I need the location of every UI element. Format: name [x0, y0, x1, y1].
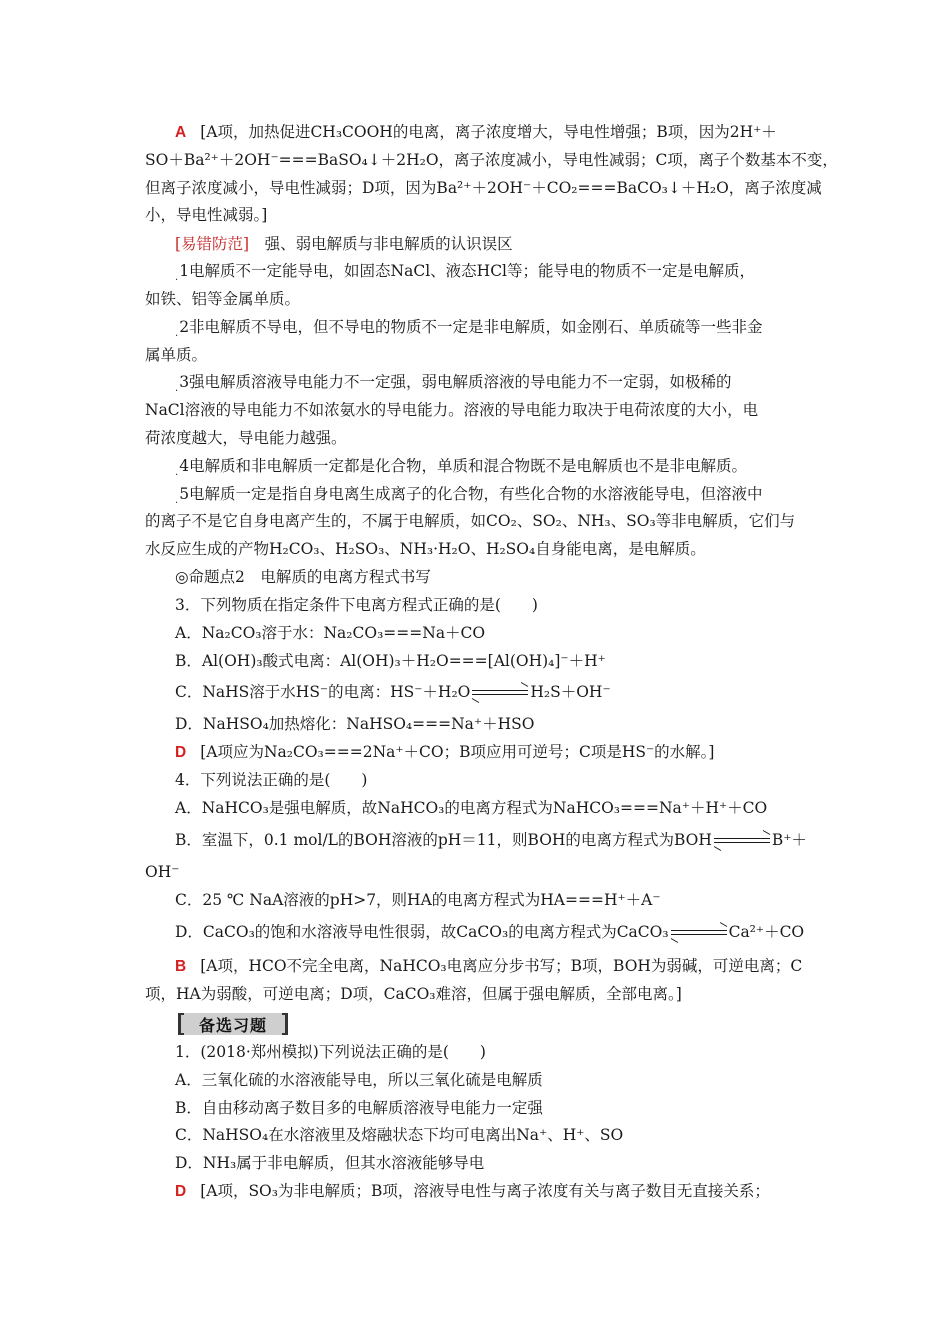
answer-letter: A [175, 124, 187, 141]
option-a: A．NaHCO₃是强电解质，故NaHCO₃的电离方程式为NaHCO₃===Na⁺＋H⁺＋CO [175, 799, 768, 817]
note-text: 如铁、铝等金属单质。 [145, 290, 301, 308]
option-b: B．Al(OH)₃酸式电离：Al(OH)₃＋H₂O===[Al(OH)₄]⁻＋H⁺ [175, 652, 606, 670]
note-text: 荷浓度越大，导电能力越强。 [145, 429, 347, 447]
answer-line [175, 741, 714, 764]
option-d: D．CaCO₃的饱和水溶液导电性很弱，故CaCO₃的电离方程式为CaCO₃ Ca²⁺＋CO [175, 923, 805, 941]
note-item: $_.$2非电解质不导电，但不导电的物质不一定是非电解质，如金刚石、单质硫等一些非金 [175, 318, 763, 339]
note-text: 的离子不是它自身电离产生的，不属于电解质，如CO₂、SO₂、NH₃、SO₃等非电解质，它们与 [145, 512, 796, 530]
answer-letter: D [175, 744, 187, 761]
explanation-text: [A项，HCO不完全电离，NaHCO₃电离应分步书写；B项，BOH为弱碱，可逆电离；C [200, 957, 803, 975]
question-stem: 1．(2018·郑州模拟)下列说法正确的是( ) [175, 1043, 486, 1061]
question-stem: 3．下列物质在指定条件下电离方程式正确的是( ) [175, 596, 538, 614]
option-a: A．Na₂CO₃溶于水：Na₂CO₃===Na＋CO [175, 624, 486, 642]
reversible-arrow-icon [714, 836, 770, 846]
option-a: A．三氧化硫的水溶液能导电，所以三氧化硫是电解质 [175, 1071, 543, 1089]
topic-heading: ◎命题点2 电解质的电离方程式书写 [175, 568, 431, 586]
question-stem: 4．下列说法正确的是( ) [175, 771, 368, 789]
explanation-text: [A项应为Na₂CO₃===2Na⁺＋CO；B项应用可逆号；C项是HS⁻的水解。] [200, 743, 715, 761]
option-c: C．NaHS溶于水HS⁻的电离：HS⁻＋H₂O H₂S＋OH⁻ [175, 683, 611, 701]
note-text: NaCl溶液的导电能力不如浓氨水的导电能力。溶液的导电能力取决于电荷浓度的大小，电 [145, 401, 759, 419]
option-b: B．室温下，0.1 mol/L的BOH溶液的pH＝11，则BOH的电离方程式为BOH B⁺＋ [175, 831, 807, 849]
note-item: $_.$4电解质和非电解质一定都是化合物，单质和混合物既不是电解质也不是非电解质。 [175, 457, 748, 478]
explanation-text: [A项，加热促进CH₃COOH的电离，离子浓度增大，导电性增强；B项，因为2H⁺＋ [200, 123, 777, 141]
option-d: D．NH₃属于非电解质，但其水溶液能够导电 [175, 1154, 485, 1172]
tip-title: 强、弱电解质与非电解质的认识误区 [264, 235, 513, 253]
option-d: D．NaHSO₄加热熔化：NaHSO₄===Na⁺＋HSO [175, 715, 535, 733]
note-item: $_.$3强电解质溶液导电能力不一定强，弱电解质溶液的导电能力不一定弱，如极稀的 [175, 373, 732, 394]
note-text: 属单质。 [145, 346, 208, 364]
explanation-text: 但离子浓度减小，导电性减弱；D项，因为Ba²⁺＋2OH⁻＋CO₂===BaCO₃↓＋H₂O，离子浓度减 [145, 179, 822, 197]
tip-tag: [易错防范] [175, 235, 250, 253]
answer-letter: D [175, 1183, 187, 1200]
note-text: 水反应生成的产物H₂CO₃、H₂SO₃、NH₃·H₂O、H₂SO₄自身能电离，是电解质。 [145, 540, 706, 558]
explanation-text: 项，HA为弱酸，可逆电离；D项，CaCO₃难溶，但属于强电解质，全部电离。] [145, 985, 682, 1003]
option-c: C．NaHSO₄在水溶液里及熔融状态下均可电离出Na⁺、H⁺、SO [175, 1126, 624, 1144]
option-b: B．自由移动离子数目多的电解质溶液导电能力一定强 [175, 1099, 543, 1117]
reversible-arrow-icon [472, 688, 528, 698]
note-item: $_.$1电解质不一定能导电，如固态NaCl、液态HCl等；能导电的物质不一定是电解质， [175, 262, 756, 283]
explanation-text: [A项，SO₃为非电解质；B项，溶液导电性与离子浓度有关与离子数目无直接关系； [200, 1182, 770, 1200]
option-b-cont: OH⁻ [145, 863, 180, 881]
option-c: C．25 ℃ NaA溶液的pH>7，则HA的电离方程式为HA===H⁺＋A⁻ [175, 891, 661, 909]
explanation-text: 小，导电性减弱。] [145, 206, 268, 224]
explanation-text: SO＋Ba²⁺＋2OH⁻===BaSO₄↓＋2H₂O，离子浓度减小，导电性减弱；C项，离子个数基本不变， [145, 151, 838, 169]
reversible-arrow-icon [671, 928, 727, 938]
tip-heading [175, 233, 513, 255]
answer-line [175, 121, 777, 144]
answer-line [175, 955, 802, 978]
section-banner: 备选习题 [178, 1013, 288, 1035]
note-item: $_.$5电解质一定是指自身电离生成离子的化合物，有些化合物的水溶液能导电，但溶液中 [175, 485, 763, 506]
answer-line [175, 1180, 770, 1203]
answer-letter: B [175, 958, 187, 975]
